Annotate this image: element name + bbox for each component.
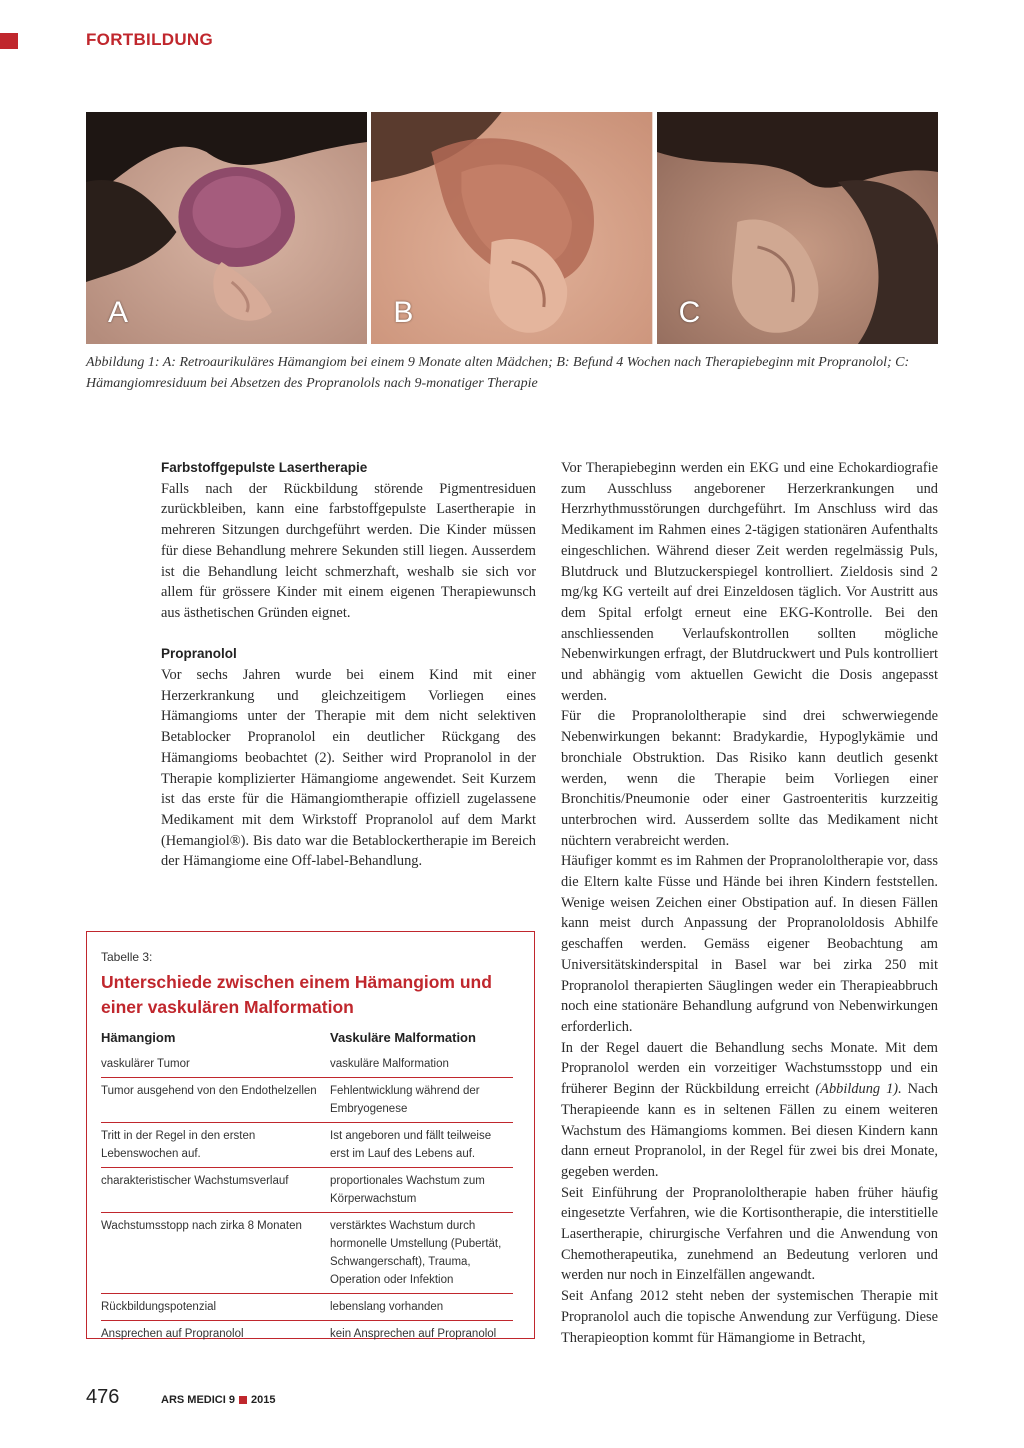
table-row [101, 1078, 513, 1123]
paragraph-haeufige-effekte: Häufiger kommt es im Rahmen der Propranololtherapie vor, dass die Eltern kalte Füsse und Hände bei ihren Kindern feststellen. Wenige weisen Zeichen einer Obstipation auf. In diesen Fällen kann meist durch Anpassung der Propranololdosis Abhilfe geschaffen werden. Gemäss eigener Beobachtung am Universitätskinderspital in Basel war bei zirka 250 mit Propranolol therapierten Säuglingen weder ein Therapieabbruch noch eine stationäre Behandlung aufgrund von Nebenwirkungen erforderlich. [561, 853, 938, 1035]
figure-caption: Abbildung 1: A: Retroaurikuläres Hämangiom bei einem 9 Monate alten Mädchen; B: Befund 4 Wochen nach Therapiebeginn mit Propranolol; C: Hämangiomresiduum bei Absetzen des Propranolols nach 9-monatiger Therapie [86, 355, 910, 391]
table-row [101, 1051, 513, 1078]
table-header-malformation: Vaskuläre Malformation [330, 1030, 476, 1045]
table-cell: Tumor ausgehend von den Endothelzellen [101, 1085, 317, 1097]
table-row [101, 1123, 513, 1168]
photo-panel-a [86, 112, 367, 344]
table-title: Unterschiede zwischen einem Hämangiom und einer vaskulären Malformation [101, 972, 492, 1017]
heading-propranolol: Propranolol [161, 646, 237, 662]
photo-b-image [371, 112, 652, 344]
table-cell: verstärktes Wachstum durch hormonelle Umstellung (Pubertät, Schwangerschaft), Trauma, Operation oder Infektion [330, 1220, 502, 1286]
table-cell: Rückbildungspotenzial [101, 1301, 217, 1313]
paragraph-propranolol: Vor sechs Jahren wurde bei einem Kind mit einer Herzerkrankung und gleichzeitigem Vorliegen eines Hämangioms unter der Therapie mit dem nicht selektiven Betablocker Propranolol ein deutlicher Rückgang des Hämangioms beobachtet (2). Seither wird Propranolol in der Therapie komplizierter Hämangiome angewendet. Seit Kurzem ist das erste für die Hämangiomtherapie offiziell zugelassene Medikament mit dem Wirkstoff Propranolol auf dem Markt (Hemangiol®). Bis dato war die Betablockertherapie im Bereich der Hämangiome eine Off-label-Behandlung. [161, 667, 536, 870]
panel-label-b: B [393, 296, 414, 329]
photo-panel-b [371, 112, 652, 344]
panel-label-c: C [678, 296, 701, 329]
panel-label-a: A [108, 296, 129, 329]
table-cell: Ist angeboren und fällt teilweise erst im Lauf des Lebens auf. [330, 1130, 492, 1160]
section-title: FORTBILDUNG [86, 30, 214, 49]
paragraph-fruehere-verfahren: Seit Einführung der Propranololtherapie haben früher häufig eingesetzte Verfahren, wie die Kortisontherapie, die interstitielle Lasertherapie, chirurgische Verfahren und die Anwendung von Chemotherapeutika, zunehmend an Bedeutung verloren und werden nur noch in Einzelfällen angewandt. [561, 1184, 938, 1284]
table-row [101, 1168, 513, 1213]
footer-marker [239, 1396, 247, 1404]
figure-1 [86, 112, 938, 344]
paragraph-lasertherapie: Falls nach der Rückbildung störende Pigmentresiduen zurückbleiben, kann eine farbstoffgepulste Lasertherapie in mehreren Sitzungen durchgeführt werden. Die Kinder müssen für diese Behandlung mehrere Sekunden still liegen. Ausserdem ist die Behandlung leicht schmerzhaft, weshalb sie sich vor allem für grössere Kinder mit einem eigenen Therapiewunsch aus ästhetischen Gründen eignet. [161, 480, 536, 621]
table-cell: vaskuläre Malformation [330, 1058, 449, 1070]
paragraph-voruntersuchung: Vor Therapiebeginn werden ein EKG und eine Echokardiografie zum Ausschluss angeborener Herzerkrankungen und Herzrhythmusstörungen durchgeführt. Im Anschluss wird das Medikament im Rahmen eines 2-tägigen stationären Aufenthalts eingeschlichen. Während dieser Zeit werden regelmässig Puls, Blutdruck und Blutzuckerspiegel kontrolliert. Zieldosis sind 2 mg/kg KG verteilt auf drei Einzeldosen täglich. Vor Austritt aus dem Spital erfolgt erneut eine EKG-Kontrolle. Bei den anschliessenden Verlaufskontrollen sollten mögliche Nebenwirkungen erfragt, der Blutdruckwert und Puls kontrolliert und abhängig vom aktuellen Gewicht die Dosis angepasst werden. [561, 460, 938, 704]
right-column [561, 458, 938, 1348]
table-cell: charakteristischer Wachstumsverlauf [101, 1175, 289, 1187]
page-number: 476 [86, 1386, 120, 1408]
table-cell: kein Ansprechen auf Propranolol [330, 1328, 497, 1340]
heading-lasertherapie: Farbstoffgepulste Lasertherapie [161, 460, 368, 475]
paragraph-topische-anwendung: Seit Anfang 2012 steht neben der systemischen Therapie mit Propranolol auch die topische Anwendung zur Verfügung. Diese Therapieoption kommt für Hämangiome in Betracht, [561, 1288, 938, 1346]
paragraph-behandlungsdauer [561, 1038, 938, 1183]
table-row [101, 1294, 513, 1321]
table-header [101, 1030, 513, 1051]
table-cell: vaskulärer Tumor [101, 1058, 190, 1070]
table-label: Tabelle 3: [101, 950, 153, 964]
table-cell: Fehlentwicklung während der Embryogenese [330, 1085, 480, 1115]
photo-panel-c [657, 112, 938, 344]
table-cell: proportionales Wachstum zum Körperwachstum [330, 1175, 485, 1205]
table-body [101, 1051, 513, 1347]
journal-name: ARS MEDICI 9 [161, 1394, 235, 1406]
journal-footer [161, 1394, 275, 1406]
table-row [101, 1321, 513, 1347]
paragraph-nebenwirkungen: Für die Propranololtherapie sind drei schwerwiegende Nebenwirkungen bekannt: Bradykardie, Hypoglykämie und bronchiale Obstruktion. Das Risiko kann deutlich gesenkt werden, wenn die Therapie beim Vorliegen einer Bronchitis/Pneumonie oder einer Gastroenteritis kurzzeitig unterbrochen wird. Ausserdem sollte das Medikament nicht nüchtern verabreicht werden. [561, 708, 938, 849]
table-cell: Tritt in der Regel in den ersten Lebenswochen auf. [101, 1130, 256, 1160]
table-header-haemangiom: Hämangiom [101, 1030, 176, 1045]
table-cell: Ansprechen auf Propranolol [101, 1328, 244, 1340]
left-column [161, 458, 536, 872]
figure-reference-link[interactable]: (Abbildung 1). [815, 1081, 902, 1098]
journal-year: 2015 [250, 1394, 276, 1406]
table-cell: Wachstumsstopp nach zirka 8 Monaten [101, 1220, 302, 1232]
photo-a-image [86, 112, 367, 344]
table-cell: lebenslang vorhanden [330, 1301, 444, 1313]
table-row [101, 1213, 513, 1294]
text-span: Nach Therapieende kann es in seltenen Fällen zu einem weiteren Wachstum des Hämangioms kommen. Bei diesen Kindern kann dann erneut Propranolol, in der Regel für zwei bis drei Monate, gegeben werden. [561, 1081, 938, 1180]
table-3-box [86, 931, 535, 1339]
section-marker [0, 33, 18, 49]
text-span: In der Regel dauert die Behandlung sechs Monate. Mit dem Propranolol werden ein vorzeitiger Wachstumsstopp und ein früherer Beginn der Rückbildung erreicht [561, 1039, 938, 1098]
